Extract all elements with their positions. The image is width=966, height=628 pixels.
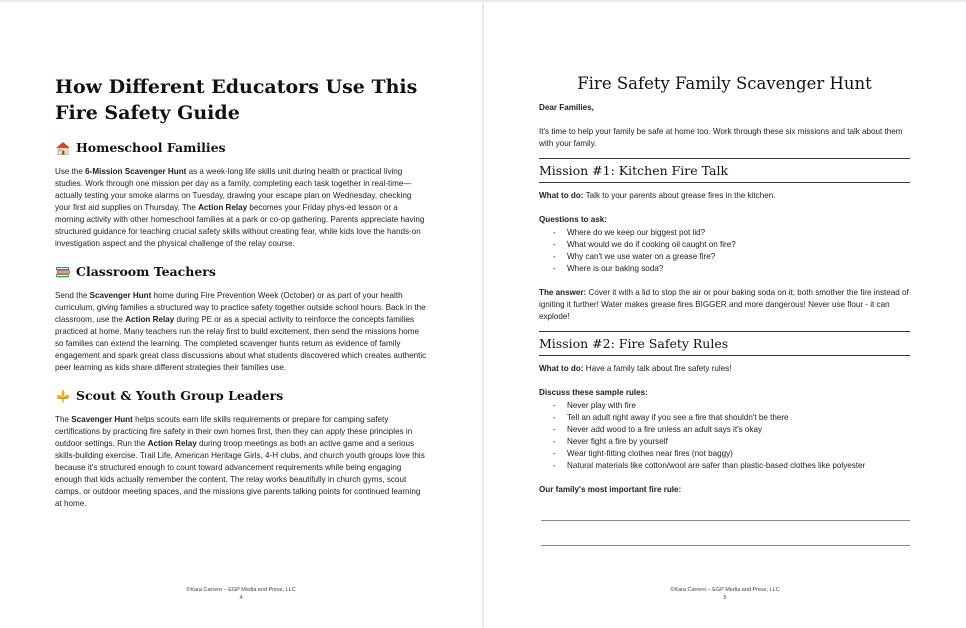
house-emoji-icon [55, 141, 71, 155]
section-paragraph-homeschool: Use the 6-Mission Scavenger Hunt as a week-long life skills unit during health or practical living studies. Work through one mission per day as a family, completing each task together in real-time—actually testing your smoke alarms on Tuesday, drawing your escape plan on Wednesday, checking your first aid supplies on Thursday. The Action Relay becomes your Friday phys-ed lesson or a morning activity with other homeschool families at a park or co-op gathering. Parents appreciate having structured guidance for teaching crucial safety skills without creating fear, while kids love the hands-on investigation aspect and the physical challenge of the relay course. [55, 167, 425, 248]
fleur-de-lis-emoji-icon [55, 389, 71, 403]
section-heading-text: Classroom Teachers [76, 264, 216, 279]
greeting: Dear Families, [539, 103, 594, 112]
worksheet-title: Fire Safety Family Scavenger Hunt [577, 74, 872, 93]
list-item: - Where do we keep our biggest pot lid? [553, 227, 910, 239]
list-item: - Wear tight-fitting clothes near fires (not baggy) [553, 448, 910, 460]
rules-list [539, 400, 910, 472]
mission-1-what-to-do: What to do: Talk to your parents about grease fires in the kitchen. [539, 191, 776, 200]
footer-copyright: ©Kara Carrero – EGP Media and Press, LLC [670, 587, 780, 593]
section-heading-text: Scout & Youth Group Leaders [76, 388, 284, 403]
page-footer [0, 586, 482, 602]
list-item: - Natural materials like cotton/wool are safer than plastic-based clothes like polyester [553, 460, 910, 472]
list-item: - Where is our baking soda? [553, 263, 910, 275]
page-number: 5 [723, 595, 727, 601]
page-title: How Different Educators Use This Fire Safety Guide [55, 76, 418, 124]
rules-label: Discuss these sample rules: [539, 388, 648, 397]
mission-2-what-to-do: What to do: Have a family talk about fire safety rules! [539, 364, 732, 373]
section-heading-homeschool [55, 140, 427, 156]
questions-list [539, 227, 910, 275]
questions-label: Questions to ask: [539, 215, 607, 224]
mission-2-heading: Mission #2: Fire Safety Rules [539, 331, 910, 356]
section-heading-classroom [55, 264, 427, 280]
list-item: - Tell an adult right away if you see a fire that shouldn't be there [553, 412, 910, 424]
list-item: - Why can't we use water on a grease fire? [553, 251, 910, 263]
left-page-content [55, 74, 427, 524]
list-item: - What would we do if cooking oil caught on fire? [553, 239, 910, 251]
left-page [0, 2, 482, 628]
books-emoji-icon [55, 265, 71, 279]
section-paragraph-scouts: The Scavenger Hunt helps scouts earn life skills requirements or prepare for camping safety certifications by practicing fire safety in their own homes first, then they can apply these principles in outdoor settings. Run the Action Relay during troop meetings as both an active game and a serious skills-building exercise. Trail Life, American Heritage Girls, 4-H clubs, and church youth groups love this because it's structured enough to count toward advancement requirements while being engaging enough that kids actually remember the content. The relay works beautifully in church gyms, scout camps, or outdoor meeting spaces, and the missions give parents talking points for continued learning at home. [55, 415, 425, 508]
section-paragraph-classroom: Send the Scavenger Hunt home during Fire Prevention Week (October) or as part of your health curriculum, giving families a structured way to practice safety together outside school hours. Back in the classroom, use the Action Relay during PE or as a special activity to reinforce the concepts families practiced at home. Many teachers run the relay first to build excitement, then send the missions home so families can extend the learning. The completed scavenger hunts return as evidence of family engagement and spark great class discussions about what students discovered which creates authentic peer learning as kids share different strategies their families use. [55, 291, 427, 372]
page-number: 4 [239, 595, 243, 601]
section-heading-text: Homeschool Families [76, 140, 226, 155]
page-footer [484, 586, 966, 602]
list-item: - Never play with fire [553, 400, 910, 412]
answer-write-line[interactable] [541, 521, 910, 546]
family-rule-label: Our family's most important fire rule: [539, 485, 682, 494]
right-page [484, 2, 966, 628]
section-heading-scouts [55, 388, 427, 404]
mission-1-heading: Mission #1: Kitchen Fire Talk [539, 158, 910, 183]
mission-1-answer: The answer: Cover it with a lid to stop the air or pour baking soda on it; both smother the fire instead of igniting it further! Water makes grease fires BIGGER and more dangerous! Never use flour - it can explode! [539, 288, 909, 321]
list-item: - Never fight a fire by yourself [553, 436, 910, 448]
intro-paragraph: It's time to help your family be safe at home too. Work through these six missions and talk about them with your family. [539, 127, 903, 148]
right-page-content [539, 74, 910, 546]
answer-write-line[interactable] [541, 496, 910, 521]
list-item: - Never add wood to a fire unless an adult says it's okay [553, 424, 910, 436]
footer-copyright: ©Kara Carrero – EGP Media and Press, LLC [186, 587, 296, 593]
